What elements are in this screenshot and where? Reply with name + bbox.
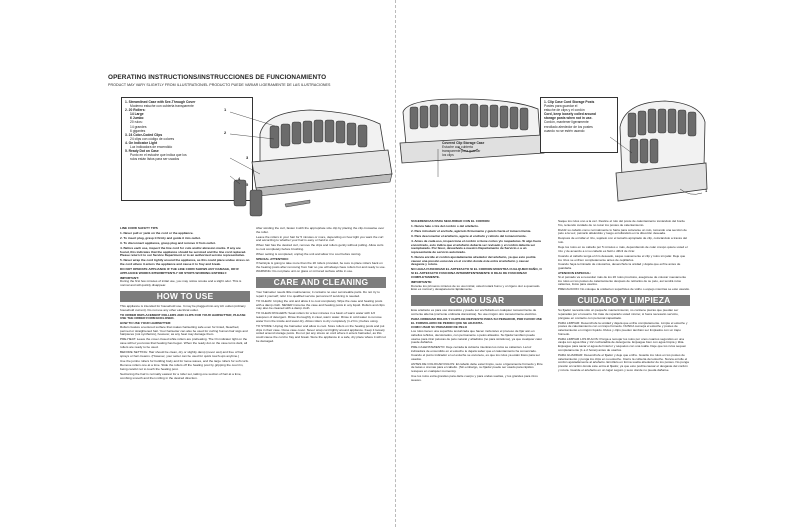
paragraph: Sectioning the hair is normally easiest for a roller set, taking one section of hair at a time, combing smooth and then rolling in the desired direction. [120, 372, 242, 380]
callout-badge-1-right: 1 [705, 188, 708, 193]
paragraph: PRE-CALENTAMIENTO: Deje cerrada la cubierta mientras los rulos se calientan. La luz indicadora de encendido en el estuche le dejará saber que el calentamiento ha comenzado. Cuando el punto indicador en el estuche se oscurece, es que los rulos ya están listos para ser usados. [411, 345, 540, 361]
subheading: COMO USAR SU PEINADOR DE PELO [411, 325, 468, 330]
paragraph: ANTES DE COLOCAR RULOS: El cabello debe estar limpio, seco o ligeramente húmedo y libre de lacas o cremas para el cabello. (Sin embargo, su fijador puede ser usado para rápidos retoques en cualquier momento). [411, 361, 543, 374]
column-2 [256, 227, 386, 345]
paragraph: Leave the rollers in your hair for 5 minutes or more, depending on how tight you want the curl and according to whether your hair is easy or hard to curl. [256, 234, 384, 243]
paragraph: After winding the curl, fasten it with the appropriate size clip by placing the clip crosswise over the roller. [256, 226, 385, 234]
cord-safety-heading: LINE CORD SAFETY TIPS [120, 226, 158, 230]
callout-line: transparente para guardar [442, 149, 481, 154]
paragraph: 3. To disconnect appliance, grasp plug and remove it from outlet. [120, 240, 216, 245]
callout-line: Punto en el estuche que indica que los [130, 153, 187, 158]
callout-line: 2. 20 Rollers: [125, 108, 146, 113]
cord-storage-callout [540, 97, 618, 153]
callout-line: 1. Streamlined Case with See-Through Cover [125, 100, 196, 104]
hairsetter-illustration-rear [398, 97, 548, 177]
callout-line: 1. Clip Case Cord Storage Posts [544, 100, 595, 104]
paragraph: Deje los rulos en su cabello por 5 minutos o más, dependiendo de cuán crespo quiere usted el rizo y de acuerdo a si su cabello es fácil o difícil de rizar. [558, 245, 688, 253]
paragraph: TO STORE: Unplug the hairsetter and allow to cool. Store rollers on the heating posts and put clips in their case. Close case cover. Never wrap cord tightly around appliance. Keep it loosely coiled around storage posts. Do not put any stress on cord where it enters hairsetter, as this could cause the cord to fray and break. Store the appliance in a safe, dry place where it will not be damaged. [256, 323, 386, 343]
column-3 [411, 220, 543, 384]
callout-line: cuando no se estén usando [544, 128, 585, 133]
paragraph: 5. Never wrap the cord tightly around the appliance, as this could place undue stress on the cord where it enters the appliance and cause it to fray and break. [120, 258, 250, 266]
callout-line: rulos están listos para ser usados [130, 157, 180, 162]
section-band-como-usar: COMO USAR [411, 295, 543, 306]
callout-line: Estuche con cubierta [442, 145, 473, 150]
callout-line: Moderno estuche con cubierta transparente [130, 104, 194, 109]
callout-badge-5: 5 [246, 182, 249, 187]
paragraph: 5. Nunca enrolle el cordón ajustadamente alrededor del artefacto, ya que esto podría causar una presión excesiva en el cordón donde éste entra al artefacto y causar desgaste y rotura. [411, 254, 536, 267]
callout-line: enrollado alrededor de los postes [544, 124, 593, 129]
callout-line: Luz indicadora de encendido [130, 145, 173, 150]
callout-line: 6 Jumbo [130, 116, 144, 121]
paragraph: This appliance is intended for household use. It may be plugged into any AC outlet (ordinary household current). Do not use any other electrical outlet. [120, 303, 246, 312]
callout-line: storage posts when not in use. [544, 116, 593, 121]
section-band-how-to-use: HOW TO USE [120, 291, 250, 302]
callout-line: Cordón, mantener ligeramente [544, 120, 589, 125]
paragraph: Cuando el cabello tenga el rizo deseado, saque suavemente el clip y rulos sin jalar. Deje que los rizos se enfríen completamente antes de cepillarlos. [558, 253, 686, 262]
paragraph: 3. Para desconectar el artefacto, agarre el enchufe y retírelo del tomacorriente. [411, 233, 527, 238]
paragraph: Use the jumbo rollers for building body and for loose waves, and the large rollers for soft curls. [120, 358, 249, 363]
paragraph: Your hairsetter needs little maintenance; it contains no user serviceable parts. Do not try to repair it yourself; refer it to qualified service personnel if servicing is needed. [256, 290, 380, 298]
page-fold-line [395, 0, 396, 527]
cord-safety-heading-es: SUGERENCIAS PARA SEGURIDAD CON EL CORDON [411, 219, 490, 223]
paragraph: Durante los primeros minutos de su uso inicial, usted notará humo y un ligero olor a quemado. Esto es normal y desaparecerá rápidamente. [411, 283, 541, 292]
paragraph: Use los rulos extra grandes para darle cuerpo y para ondas sueltas, y los grandes para rizos suaves. [411, 374, 538, 382]
special-attention-label: SPECIAL ATTENTION: [256, 257, 289, 261]
important-label-es: IMPORTANTE: [411, 279, 433, 284]
callout-line: 4. On Indicator Light [125, 140, 158, 145]
callout-line: los clips [442, 153, 454, 158]
paragraph: Si el peinado va a necesitar más de los 20 rulos provistos, asegúrese de colocar nuevamente los rulos en los postes de calentamiento después de retirarlos de su pelo, así tendrá rulos calientes, listos para usarlos. [558, 274, 687, 287]
special-attention-label-es: ATENCION ESPECIAL: [558, 271, 592, 276]
callout-line: 14 grandes [130, 124, 147, 129]
warning-paragraph: WARNING: Do not place unit on glass or mirrored surface while in use. [256, 269, 354, 274]
paragraph: 2. To insert plug, grasp it firmly and guide it into outlet. [120, 235, 201, 240]
callout-line: 6 gigantes [130, 128, 146, 133]
hairsetter-illustration-left [230, 104, 400, 224]
paragraph: TO CLEAN ROLLERS: Soak rollers for a few minutes in a basin of warm water with 1/2 teaspoon of detergent. Rinse thoroughly in clear, warm water. Rinse in cold water to remove water from the inside and towel dry. Allow rollers to dry completely (1-2 hrs.) before using. [256, 311, 382, 323]
callout-line: 5. Ready Dot on Case [125, 149, 159, 154]
paragraph: Saque los rulos uno a la vez. Deslice el rulo del poste de calentamiento tomándolo del borde frío, teniendo cuidado de no tocar los postes de calentamiento. [558, 219, 685, 227]
paragraph: Remove rollers one at a time. Slide the rollers off the heating post by gripping the cool rim, being careful not to touch the heating post. [120, 363, 244, 372]
paragraph: When hair has the desired curl, remove the clips and rollers gently without pulling. Allow curls to cool completely before brushing. [256, 243, 384, 252]
paragraph: Su fijador necesita sólo un pequeño mantenimiento; no contiene piezas que puedan ser reparadas por el usuario. No trate de repararlo usted mismo; si fuera necesario servicio, póngase en contacto con personal capacitado. [558, 308, 679, 320]
paragraph: 1. Never pull or yank on the cord or the appliance. [120, 230, 194, 235]
important-label: IMPORTANT: [120, 275, 139, 280]
paragraph: BEFORE SETTING: Hair should be clean, dry or slightly damp (never wet) and free of hair sprays or hair creams. (However, your setter can be used for quick touch-ups anytime.) [120, 349, 244, 358]
callout-line: Covered Clip Storage Case [442, 141, 485, 145]
column-1 [120, 227, 250, 382]
paragraph: Este artefacto es para uso doméstico y puede ser enchufado en cualquier tomacorriente de corriente alterna (corriente ordinaria doméstica). No use ningún otro tomacorriente eléctrico. [411, 308, 538, 316]
callout-badge-2: 2 [224, 130, 227, 135]
warning-paragraph: PRECAUCION: No coloque la unidad en superficies de vidrio o espejo mientras se esté usando. [558, 287, 690, 292]
page-title: OPERATING INSTRUCTIONS/INSTRUCCIONES DE FUNCIONAMIENTO [108, 74, 327, 81]
section-band-cuidado-limpieza: CUIDADO Y LIMPIEZA [558, 295, 690, 306]
callout-line: 20 rulos: [130, 120, 143, 125]
paragraph: Rollers feature a textured surface that makes hairsetting safe even for tinted, bleached, permed or straightened hair. Your hairsetter can also be used for curling human hair wigs and hairpieces (not synthetics), however, as any heat may damage them. [120, 324, 248, 337]
callout-line: 3. 24 Color-Coded Clips [125, 132, 163, 137]
paragraph: Después de enrollar el rizo, sujételo con el tamaño apropiado de clip, colocándolo a través del rulo. [558, 236, 687, 245]
callout-badge-4: 4 [238, 176, 241, 181]
callout-line: 24 clips con código de colores [130, 136, 175, 141]
callout-line: 14 Large [130, 112, 144, 117]
paragraph: Cuando haya terminado de colocarlos, desenchufe la unidad y déjela que enfríe antes de guardarla. [558, 262, 681, 271]
warning-paragraph: NO HAGA FUNCIONAR EL ARTEFACTO SI EL CORDON MUESTRA CUALQUIER DAÑO, O SI EL ARTEFACTO FUNCIONA INTERMITENTEMENTE O DEJA DE FUNCIONAR COMPLETAMENTE. [411, 267, 542, 279]
paragraph: 4. Before each use, inspect the line cord for cuts and/or abrasion marks. If any are found, this indicates that the appliance should be serviced and the line cord replaced. Please return it to our Service Department or to an authorized service representative. [120, 245, 247, 258]
warning-paragraph: DO NOT OPERATE APPLIANCE IF THE LINE CORD SHOWS ANY DAMAGE, OR IF APPLIANCE WORKS INTERMITTENTLY OR STOPS WORKING ENTIRELY. [120, 266, 240, 275]
callout-line: Postes para guardar el [544, 104, 578, 109]
column-4 [558, 220, 690, 374]
callout-line: estuche de clips y el cordón [544, 108, 585, 113]
clip-storage-callout [442, 141, 512, 157]
callout-line: Cord, keep loosely coiled around [544, 112, 596, 117]
subheading: HOW TO USE YOUR HAIRSETTER: [120, 321, 172, 326]
paragraph: TO ORDER REPLACEMENT ROLLERS AND CLIPS FOR YOUR HAIRSETTER, PLEASE USE THE ORDER FORM ENCLOSED. [120, 312, 246, 321]
paragraph: During the first few minutes of initial use, you may notice smoke and a slight odor. This is normal and will quickly disappear. [120, 279, 242, 288]
paragraph: TO CLEAN: Unplug the unit and allow it to cool completely. Wipe the case and heating posts with a damp cloth. NEVER immerse the case and heating posts in any liquid. Rollers and clips may also be cleaned with a damp cloth. [256, 298, 385, 311]
callout-badge-1: 1 [224, 107, 227, 112]
page-subtitle: PRODUCT MAY VARY SLIGHTLY FROM ILLUSTRATION/EL PRODUCTO PUEDE VARIAR LIGERAMENTE DE LAS ILUSTRACIONES [108, 83, 331, 87]
section-band-care-cleaning: CARE AND CLEANING [256, 277, 386, 288]
paragraph: Los rulos tienen una superficie texturizada que hacen inofensivo el proceso de fijar aún en cabellos teñidos, decolorados, con permanente o pelos alisados. Su fijador también puede usarse para rizar pelucas de pelo natural y añadidos (no para sintéticos), ya que cualquier calor puede dañarlos. [411, 329, 543, 345]
paragraph: 2. Para introducir el enchufe, agárrelo firmemente y guíelo hacia el tomacorriente. [411, 228, 532, 233]
paragraph: When setting is completed, unplug the unit and allow it to cool before storing. [256, 252, 362, 257]
paragraph: PARA GUARDAR: Desenchufe el fijador y deje que enfríe. Guarde los rulos en los postes de calentamiento y ponga los clips en su estuche. Cierre la cubierta del estuche. Nunca enrolle el cordón ajustadamente al artefacto. Enróllelo en forma suelta alrededor de los postes. No ponga presión al cordón donde éste entra al fijador, ya que esto podría causar el desgaste del cordón y rotura. Guarde el artefacto en un lugar seguro y seco donde no pueda dañarse. [558, 352, 689, 372]
paragraph: PARA ORDENAR RULOS Y CLIPS DE REPUESTO PARA SU PEINADOR, POR FAVOR USE EL FORMULARIO DE PEDIDO QUE SE ADJUNTA. [411, 316, 542, 325]
paragraph: PARA LIMPIAR LOS RULOS: Ponga a remojar los rulos por unos cuantos segundos en una vasija con agua tibia y 1/2 cucharadita de detergente. Enjuague bien con agua limpia y tibia. Enjuague para sacar el agua del interior y séquelos con una toalla. Deje que los rulos sequen completamente (1 a 2 horas) antes de usarlos. [558, 336, 687, 352]
callout-badge-3: 3 [246, 155, 249, 160]
paragraph: PARA LIMPIAR: Desenchufe la unidad y déjela que enfríe completamente. Limpie el estuche y postes de calentamiento con un trapo húmedo. NUNCA sumerja el estuche y postes de calentamiento en ningún líquido. Rulos y clips pueden también ser limpiados con un trapo húmedo. [558, 320, 688, 336]
paragraph: 1. Nunca hale o tire del cordón o del artefacto. [411, 223, 479, 228]
paragraph: PRE-HEAT: Leave the cover closed while rollers are preheating. The On indicator light on the case will let you know that heating has begun. When the ready dot on the case turns dark, all rollers are ready to be used. [120, 337, 248, 349]
hairsetter-illustration-right [610, 97, 710, 207]
paragraph: Dividir su cabello como normalmente lo haría para colocarse un rulo, tomando una sección de pelo a la vez, peinarlo alisándolo y luego enrollándolo en la dirección deseada. [558, 227, 687, 236]
paragraph: If hairstyle is going to take more than the 20 rollers provided, be sure to place rollers back on the heating posts after removing from hair so you will always have rollers hot and ready to use. [256, 260, 386, 269]
paragraph: 4. Antes de cada uso, inspeccione el cordón si tiene cortes y/o raspaduras. Si algo fuera encontrado, esto indica que el artefacto debería ser revisado y el cordón debería ser reemplazado. Por favor, devuélvalo a nuestro Departamento de Servicio o a un representante de servicio autorizado. [411, 238, 541, 254]
